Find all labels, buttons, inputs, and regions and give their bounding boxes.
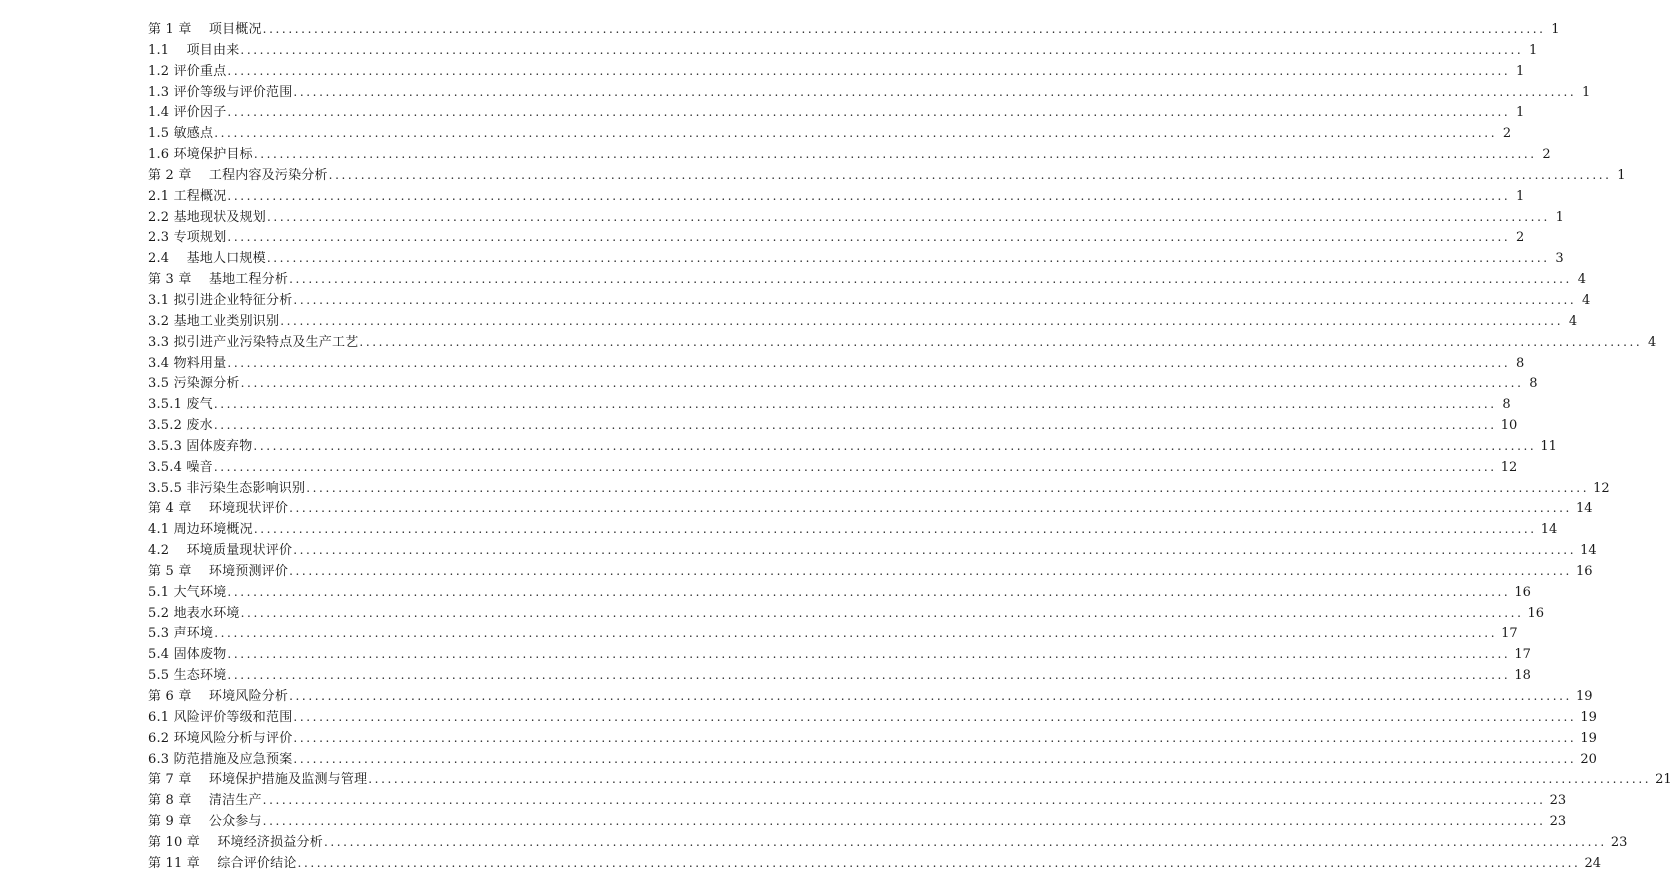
toc-entry[interactable] — [148, 19, 1560, 40]
toc-entry-title: 5.5 生态环境 — [148, 668, 227, 684]
toc-entry[interactable] — [148, 853, 1601, 874]
toc-entry-title: 6.3 防范措施及应急预案 — [148, 751, 293, 767]
toc-entry[interactable] — [148, 207, 1564, 228]
toc-leader-dots: ........................................................................................................................................................................................................ — [306, 480, 1590, 495]
table-of-contents — [148, 19, 1672, 874]
toc-leader-dots: ........................................................................................................................................................................................................ — [262, 793, 1546, 808]
toc-entry[interactable] — [148, 832, 1628, 853]
toc-entry[interactable] — [148, 749, 1597, 770]
toc-entry[interactable] — [148, 498, 1593, 519]
toc-entry-title: 第 1 章 项目概况 — [148, 22, 262, 37]
toc-entry-page-number: 24 — [1584, 855, 1601, 871]
toc-entry[interactable] — [148, 478, 1610, 499]
toc-leader-dots: ........................................................................................................................................................................................................ — [289, 689, 1572, 703]
toc-entry[interactable] — [148, 644, 1531, 665]
toc-entry-title: 1.2 评价重点 — [148, 63, 227, 79]
toc-entry-page-number: 23 — [1610, 834, 1628, 850]
toc-entry-page-number: 20 — [1580, 751, 1597, 767]
toc-entry-page-number: 23 — [1549, 814, 1567, 830]
toc-leader-dots: ........................................................................................................................................................................................................ — [328, 167, 1612, 182]
toc-entry-title: 3.5 污染源分析 — [148, 376, 240, 392]
toc-entry-title: 2.4 基地人口规模 — [148, 251, 266, 267]
toc-entry-title: 3.5.5 非污染生态影响识别 — [148, 480, 306, 496]
toc-entry-title: 2.1 工程概况 — [148, 188, 227, 204]
toc-entry-title: 第 7 章 环境保护措施及监测与管理 — [148, 772, 368, 788]
toc-entry[interactable] — [148, 519, 1558, 540]
toc-entry-title: 3.5.2 废水 — [148, 418, 213, 434]
toc-leader-dots: ........................................................................................................................................................................................................ — [227, 188, 1511, 203]
toc-entry-page-number: 11 — [1540, 438, 1557, 454]
toc-entry-title: 1.5 敏感点 — [148, 126, 214, 142]
toc-leader-dots: ........................................................................................................................................................................................................ — [227, 355, 1511, 370]
toc-entry-page-number: 1 — [1529, 42, 1538, 58]
toc-entry-page-number: 4 — [1648, 334, 1657, 350]
toc-entry-title: 3.5.1 废气 — [148, 397, 213, 413]
toc-entry-page-number: 1 — [1617, 167, 1626, 183]
toc-entry-title: 5.1 大气环境 — [148, 584, 227, 600]
toc-leader-dots: ........................................................................................................................................................................................................ — [289, 501, 1572, 516]
toc-entry[interactable] — [148, 415, 1518, 436]
toc-entry[interactable] — [148, 165, 1626, 186]
toc-entry-page-number: 3 — [1555, 251, 1564, 267]
toc-entry[interactable] — [148, 457, 1518, 478]
toc-entry-page-number: 16 — [1575, 563, 1593, 579]
toc-leader-dots: ........................................................................................................................................................................................................ — [253, 522, 1537, 537]
toc-entry-title: 6.1 风险评价等级和范围 — [148, 709, 293, 725]
toc-leader-dots: ........................................................................................................................................................................................................ — [323, 834, 1607, 849]
toc-entry-page-number: 17 — [1514, 647, 1531, 663]
toc-entry-page-number: 16 — [1514, 584, 1531, 600]
toc-entry[interactable] — [148, 290, 1591, 311]
toc-entry-title: 3.4 物料用量 — [148, 355, 227, 371]
toc-leader-dots: ........................................................................................................................................................................................................ — [368, 772, 1652, 787]
toc-entry-page-number: 1 — [1582, 84, 1591, 100]
toc-entry[interactable] — [148, 436, 1557, 457]
toc-entry-page-number: 10 — [1500, 418, 1518, 434]
toc-entry[interactable] — [148, 248, 1564, 269]
toc-entry-title: 第 8 章 清洁生产 — [148, 793, 262, 809]
toc-entry[interactable] — [148, 353, 1525, 374]
toc-entry-title: 第 6 章 环境风险分析 — [148, 689, 289, 704]
toc-leader-dots: ........................................................................................................................................................................................................ — [280, 313, 1564, 328]
toc-entry[interactable] — [148, 769, 1672, 790]
toc-leader-dots: ........................................................................................................................................................................................................ — [293, 730, 1577, 745]
toc-entry-page-number: 12 — [1500, 459, 1518, 475]
toc-leader-dots: ........................................................................................................................................................................................................ — [289, 563, 1572, 578]
toc-entry-page-number: 4 — [1568, 313, 1578, 329]
toc-leader-dots: ........................................................................................................................................................................................................ — [240, 42, 1524, 57]
toc-entry-title: 3.5.4 噪音 — [148, 459, 213, 475]
toc-leader-dots: ........................................................................................................................................................................................................ — [266, 251, 1550, 266]
toc-entry-title: 第 4 章 环境现状评价 — [148, 501, 289, 517]
toc-entry-page-number: 16 — [1527, 605, 1545, 621]
toc-entry[interactable] — [148, 269, 1586, 290]
toc-entry[interactable] — [148, 603, 1545, 624]
toc-entry[interactable] — [148, 686, 1593, 707]
toc-entry[interactable] — [148, 61, 1525, 82]
toc-leader-dots: ........................................................................................................................................................................................................ — [227, 668, 1511, 683]
toc-leader-dots: ........................................................................................................................................................................................................ — [253, 438, 1537, 453]
toc-entry[interactable] — [148, 394, 1511, 415]
toc-entry-title: 2.2 基地现状及规划 — [148, 209, 267, 225]
toc-entry-title: 4.2 环境质量现状评价 — [148, 543, 293, 559]
toc-entry-title: 第 9 章 公众参与 — [148, 814, 262, 830]
toc-entry-page-number: 14 — [1580, 543, 1597, 559]
toc-entry-title: 4.1 周边环境概况 — [148, 522, 253, 538]
toc-entry-page-number: 1 — [1516, 188, 1525, 204]
toc-entry[interactable] — [148, 123, 1512, 144]
toc-entry-page-number: 19 — [1580, 709, 1597, 725]
toc-leader-dots: ........................................................................................................................................................................................................ — [359, 334, 1643, 349]
toc-entry-page-number: 21 — [1655, 772, 1672, 788]
toc-entry-title: 3.1 拟引进企业特征分析 — [148, 292, 293, 308]
toc-entry-page-number: 2 — [1502, 126, 1512, 142]
toc-entry[interactable] — [148, 728, 1597, 749]
toc-entry-title: 5.2 地表水环境 — [148, 605, 240, 621]
toc-entry-page-number: 19 — [1575, 689, 1593, 704]
toc-entry[interactable] — [148, 332, 1657, 353]
toc-leader-dots: ........................................................................................................................................................................................................ — [227, 647, 1511, 662]
toc-entry-page-number: 4 — [1582, 292, 1591, 308]
toc-entry-page-number: 2 — [1516, 230, 1525, 246]
toc-leader-dots: ........................................................................................................................................................................................................ — [262, 22, 1546, 36]
toc-leader-dots: ........................................................................................................................................................................................................ — [293, 709, 1577, 724]
toc-leader-dots: ........................................................................................................................................................................................................ — [293, 292, 1577, 307]
toc-leader-dots: ........................................................................................................................................................................................................ — [214, 126, 1498, 141]
toc-leader-dots: ........................................................................................................................................................................................................ — [213, 459, 1497, 474]
toc-entry-title: 1.6 环境保护目标 — [148, 147, 253, 163]
toc-entry[interactable] — [148, 561, 1593, 582]
toc-leader-dots: ........................................................................................................................................................................................................ — [289, 272, 1572, 287]
toc-leader-dots: ........................................................................................................................................................................................................ — [214, 626, 1498, 641]
toc-entry-title: 6.2 环境风险分析与评价 — [148, 730, 293, 746]
toc-entry-title: 第 11 章 综合评价结论 — [148, 855, 297, 871]
toc-leader-dots: ........................................................................................................................................................................................................ — [253, 147, 1537, 162]
toc-entry-title: 5.4 固体废物 — [148, 647, 227, 663]
toc-leader-dots: ........................................................................................................................................................................................................ — [297, 855, 1581, 870]
toc-entry-page-number: 4 — [1577, 272, 1586, 288]
toc-entry-title: 2.3 专项规划 — [148, 230, 227, 246]
toc-entry[interactable] — [148, 665, 1531, 686]
toc-entry-title: 1.3 评价等级与评价范围 — [148, 84, 293, 100]
toc-entry-page-number: 19 — [1580, 730, 1597, 746]
toc-entry-page-number: 14 — [1540, 522, 1558, 538]
toc-entry[interactable] — [148, 811, 1567, 832]
toc-entry-page-number: 12 — [1593, 480, 1610, 496]
toc-entry-title: 第 10 章 环境经济损益分析 — [148, 834, 323, 850]
toc-entry-title: 1.1 项目由来 — [148, 42, 240, 58]
toc-entry[interactable] — [148, 790, 1567, 811]
toc-entry[interactable] — [148, 373, 1538, 394]
toc-entry[interactable] — [148, 40, 1538, 61]
toc-leader-dots: ........................................................................................................................................................................................................ — [293, 543, 1577, 558]
toc-entry-title: 第 2 章 工程内容及污染分析 — [148, 167, 328, 183]
toc-entry[interactable] — [148, 311, 1578, 332]
toc-leader-dots: ........................................................................................................................................................................................................ — [240, 605, 1524, 620]
toc-entry-page-number: 18 — [1514, 668, 1531, 684]
toc-entry[interactable] — [148, 144, 1551, 165]
toc-entry[interactable] — [148, 582, 1531, 603]
toc-entry-page-number: 1 — [1516, 105, 1525, 121]
toc-entry[interactable] — [148, 82, 1591, 103]
toc-entry-title: 3.5.3 固体废弃物 — [148, 438, 253, 454]
toc-leader-dots: ........................................................................................................................................................................................................ — [227, 584, 1511, 599]
toc-leader-dots: ........................................................................................................................................................................................................ — [293, 84, 1577, 99]
toc-entry-title: 第 3 章 基地工程分析 — [148, 272, 289, 288]
toc-entry-page-number: 14 — [1575, 501, 1593, 517]
toc-entry-title: 3.2 基地工业类别识别 — [148, 313, 280, 329]
toc-entry-page-number: 17 — [1501, 626, 1518, 642]
toc-entry[interactable] — [148, 623, 1518, 644]
toc-entry-page-number: 8 — [1516, 355, 1525, 371]
toc-leader-dots: ........................................................................................................................................................................................................ — [213, 418, 1497, 433]
toc-entry[interactable] — [148, 707, 1597, 728]
toc-entry-page-number: 8 — [1529, 376, 1538, 392]
toc-entry-title: 3.3 拟引进产业污染特点及生产工艺 — [148, 334, 359, 350]
toc-entry-title: 1.4 评价因子 — [148, 105, 227, 121]
toc-entry[interactable] — [148, 540, 1597, 561]
toc-leader-dots: ........................................................................................................................................................................................................ — [227, 105, 1511, 120]
toc-entry-page-number: 8 — [1502, 397, 1511, 413]
toc-entry-page-number: 23 — [1549, 793, 1567, 809]
toc-leader-dots: ........................................................................................................................................................................................................ — [267, 209, 1550, 224]
toc-leader-dots: ........................................................................................................................................................................................................ — [293, 751, 1577, 766]
toc-leader-dots: ........................................................................................................................................................................................................ — [227, 63, 1511, 78]
toc-entry-title: 5.3 声环境 — [148, 626, 214, 642]
toc-leader-dots: ........................................................................................................................................................................................................ — [240, 376, 1524, 391]
toc-entry-page-number: 1 — [1555, 209, 1564, 225]
toc-entry-page-number: 2 — [1542, 147, 1551, 163]
toc-entry-page-number: 1 — [1516, 63, 1525, 79]
toc-leader-dots: ........................................................................................................................................................................................................ — [227, 230, 1511, 245]
toc-entry-page-number: 1 — [1551, 22, 1560, 37]
toc-leader-dots: ........................................................................................................................................................................................................ — [213, 397, 1497, 412]
toc-entry[interactable] — [148, 102, 1525, 123]
toc-entry[interactable] — [148, 186, 1525, 207]
toc-leader-dots: ........................................................................................................................................................................................................ — [262, 814, 1546, 829]
toc-entry[interactable] — [148, 227, 1525, 248]
toc-entry-title: 第 5 章 环境预测评价 — [148, 563, 289, 579]
